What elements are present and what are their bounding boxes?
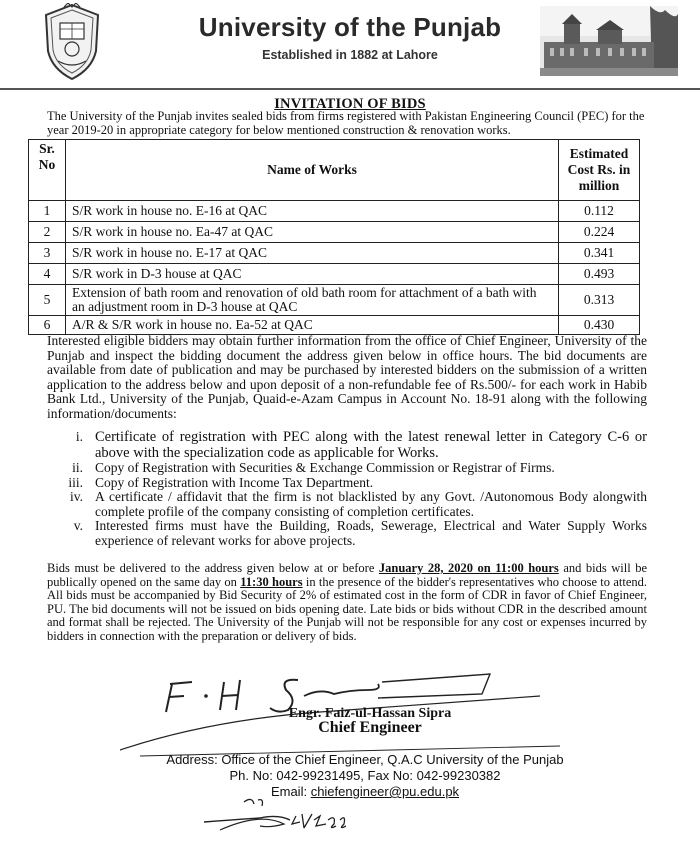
email-label: Email: (270, 784, 311, 799)
row-work-name: S/R work in D-3 house at QAC (66, 264, 559, 285)
notice-heading: INVITATION OF BIDS (274, 96, 426, 112)
delivery-text-2: and bids will be publically opened on the same day on (47, 561, 647, 589)
row-cost: 0.224 (559, 222, 640, 243)
row-sr: 1 (29, 201, 66, 222)
row-cost: 0.493 (559, 264, 640, 285)
address-line: Address: Office of the Chief Engineer, Q.A.C University of the Punjab (166, 752, 564, 767)
list-item-text: Certificate of registration with PEC along with the latest renewal letter in Category C-6 or above with the specialization code as applicable for Works. (95, 429, 647, 461)
list-item-number: i. (75, 429, 83, 444)
list-item-text: Copy of Registration with Securities & Exchange Commission or Registrar of Firms. (95, 460, 555, 475)
bidding-info-paragraph: Interested eligible bidders may obtain further information from the office of Chief Engineer, University of the Punjab and inspect the bidding document the address given below in office hours. The bid documents are available from date of publication and may be purchased by interested bidders on the submission of a written application to the address below and upon deposit of a non-refundable fee of Rs.500/- for each work in Habib Bank Ltd., University of the Punjab, Quaid-e-Azam Campus in Account No. 18-91 along with the following information/documents: (47, 333, 647, 421)
list-item-number: iv. (70, 489, 83, 504)
works-table (28, 139, 640, 335)
row-work-name: Extension of bath room and renovation of old bath room for attachment of a bath with an adjustment room in D-3 house at QAC (66, 285, 559, 316)
list-item-number: iii. (68, 474, 83, 490)
row-sr: 2 (29, 222, 66, 243)
row-sr: 3 (29, 243, 66, 264)
row-cost: 0.112 (559, 201, 640, 222)
table-row (29, 201, 640, 222)
list-item-number: ii. (72, 460, 83, 475)
delivery-text-1: Bids must be delivered to the address given below at or before (47, 561, 379, 575)
list-item (47, 519, 647, 548)
table-row (29, 222, 640, 243)
row-sr: 4 (29, 264, 66, 285)
email-link[interactable]: chiefengineer@pu.edu.pk (310, 784, 460, 799)
table-row (29, 285, 640, 316)
signatory-title: Chief Engineer (318, 719, 422, 736)
header-divider (0, 88, 700, 90)
col-header-cost: Estimated Cost Rs. in million (559, 140, 640, 201)
list-item (47, 490, 647, 519)
row-sr: 5 (29, 285, 66, 316)
list-item-text: Copy of Registration with Income Tax Department. (95, 474, 374, 490)
row-work-name: S/R work in house no. Ea-47 at QAC (66, 222, 559, 243)
bid-deadline: January 28, 2020 on 11:00 hours (378, 561, 559, 575)
col-header-sr: Sr. No (29, 140, 66, 201)
list-item-number: v. (73, 518, 83, 533)
row-work-name: S/R work in house no. E-16 at QAC (66, 201, 559, 222)
delivery-text-3: in the presence of the bidder's representatives who choose to attend. All bids must be accompanied by Bid Security of 2% of estimated cost in the form of CDR in favor of Chief Engineer, PU. The bid documents will not be issued on bids opening date. Late bids or bids without CDR in the described amount and format shall be rejected. The University of the Punjab will not be responsible for any cost or expenses incurred by bidders in connection with the preparation or delivery of bids. (47, 574, 647, 643)
row-cost: 0.430 (559, 316, 640, 335)
handwritten-initials-date (200, 790, 400, 840)
requirements-list (47, 430, 647, 548)
letterhead (0, 0, 700, 88)
bid-opening-time: 11:30 hours (240, 574, 303, 589)
table-row (29, 316, 640, 335)
list-item (47, 461, 647, 476)
list-item (47, 430, 647, 461)
list-item-text: Interested firms must have the Building, Roads, Sewerage, Electrical and Water Supply Works experience of relevant works for above projects. (95, 518, 647, 548)
list-item-text: A certificate / affidavit that the firm is not blacklisted by any Govt. /Autonomous Body alongwith complete profile of the company consisting of completion certificates. (95, 489, 647, 519)
university-title: University of the Punjab (198, 12, 502, 42)
row-cost: 0.341 (559, 243, 640, 264)
table-header-row (29, 140, 640, 201)
established-subtitle: Established in 1882 at Lahore (262, 48, 438, 62)
col-header-name: Name of Works (66, 140, 559, 201)
table-row (29, 243, 640, 264)
row-work-name: A/R & S/R work in house no. Ea-52 at QAC (66, 316, 559, 335)
intro-paragraph: The University of the Punjab invites sealed bids from firms registered with Pakistan Engineering Council (PEC) for the year 2019-20 in appropriate category for below mentioned construction & renovation works. (47, 109, 645, 137)
university-building-photo (540, 6, 678, 76)
row-sr: 6 (29, 316, 66, 335)
delivery-paragraph (47, 562, 647, 644)
phone-fax-line: Ph. No: 042-99231495, Fax No: 042-99230382 (229, 768, 501, 783)
table-row (29, 264, 640, 285)
signatory-name: Engr. Faiz-ul-Hassan Sipra (288, 706, 452, 721)
row-cost: 0.313 (559, 285, 640, 316)
row-work-name: S/R work in house no. E-17 at QAC (66, 243, 559, 264)
list-item (47, 476, 647, 491)
